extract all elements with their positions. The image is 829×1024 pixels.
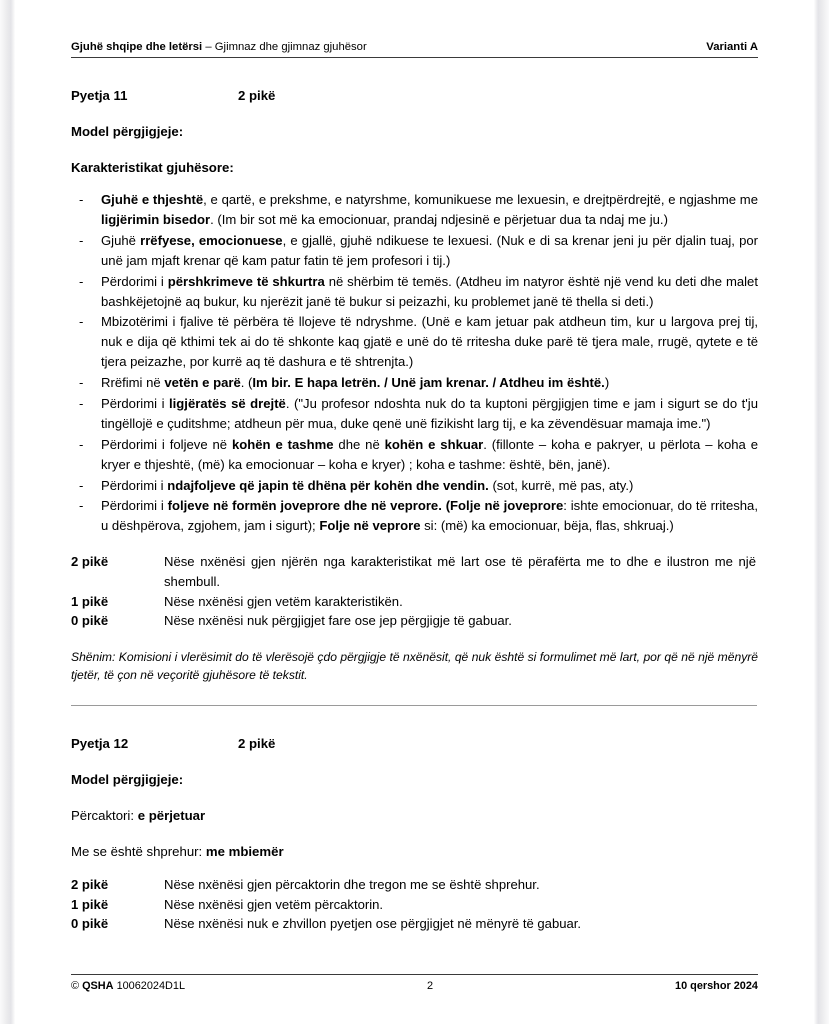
question-11-label: Pyetja 11 (71, 88, 128, 104)
feature-lead: rrëfyese, emocionuese (140, 232, 283, 248)
list-item (71, 231, 758, 271)
feature-lead2: Folje në veprore (319, 518, 421, 534)
question-12-title-row (71, 736, 758, 751)
feature-mid: : ishte emocionuar, do të rritesha, u dëshpërova, zgjohem, jam i sigurt); (101, 498, 758, 534)
rubric-row (71, 592, 758, 612)
answer-value: e përjetuar (137, 808, 206, 824)
question-11-points: 2 pikë (238, 88, 276, 104)
feature-lead2: ligjërimin bisedor (101, 212, 211, 227)
feature-tail: (sot, kurrë, më pas, aty.) (488, 477, 634, 493)
feature-lead: vetën e parë (164, 375, 241, 391)
feature-lead: foljeve në formën joveprore dhe në veprore. (Folje në joveprore (167, 498, 564, 514)
question-12-label: Pyetja 12 (71, 736, 129, 752)
answer-value: me mbiemër (205, 844, 284, 860)
question-block-12 (71, 736, 758, 934)
question-12-rubric (71, 875, 758, 934)
feature-tail: . ("Ju profesor ndoshta nuk do ta kuptoni përgjigjen time e jam i sigurt se do t'ju tingëllojë e çuditshme; atdheun për mua, duke qenë unë fizikisht larg tij, e ka zëvendësuar mamaja ime.") (101, 396, 758, 431)
rubric-description: Nëse nxënësi gjen njërën nga karakteristikat më lart ose të përafërta me to dhe e ilustron me një shembull. (164, 554, 756, 589)
feature-lead: Gjuhë e thjeshtë (101, 192, 204, 208)
list-item (71, 312, 758, 372)
feature-pre: Përdorimi i (101, 498, 168, 514)
running-header (71, 0, 758, 58)
feature-lead: përshkrimeve të shkurtra (167, 273, 325, 289)
feature-tail2: ) (604, 375, 610, 391)
rubric-score: 2 pikë (71, 554, 109, 570)
list-item (71, 435, 758, 475)
list-item (71, 373, 758, 393)
rubric-score: 2 pikë (71, 877, 109, 893)
question-11-title-row (71, 88, 758, 103)
list-item (71, 190, 758, 230)
list-item (71, 476, 758, 496)
question-11-rubric (71, 552, 758, 631)
rubric-description: Nëse nxënësi gjen vetëm karakteristikën. (164, 593, 403, 609)
header-subject: Gjuhë shqipe dhe letërsi (71, 41, 203, 53)
rubric-description: Nëse nxënësi nuk përgjigjet fare ose jep përgjigje të gabuar. (164, 613, 512, 629)
feature-pre: Përdorimi i (101, 396, 170, 412)
rubric-row (71, 895, 758, 915)
answer-label: Përcaktori: (71, 808, 138, 824)
feature-tail: . ( (240, 375, 253, 391)
question-11-section-heading: Karakteristikat gjuhësore: (71, 160, 234, 176)
feature-lead2: Im bir. E hapa letrën. / Unë jam krenar. / Atdheu im është. (252, 375, 605, 391)
footer-page-number: 2 (426, 980, 434, 992)
rubric-score: 1 pikë (71, 593, 109, 609)
question-block-11 (71, 88, 758, 706)
rubric-description: Nëse nxënësi nuk e zhvillon pyetjen ose përgjigjet në mënyrë të gabuar. (164, 916, 582, 932)
feature-plain: Mbizotërimi i fjalive të përbëra të llojeve të ndryshme. (Unë e kam jetuar pak atdheun tim, kur u largova prej tij, nuk e dija që kthimi tek ai do të shkonte kaq gjatë e unë do të rritesha duke parë të tjera male, rrugë, qytete e të tjera peizazhe, por kurrë aq të dashura e të shtrenjta.) (101, 314, 758, 370)
feature-pre: Gjuhë (101, 232, 141, 248)
rubric-row (71, 611, 758, 631)
feature-tail: , e gjallë, gjuhë ndikuese te lexuesi. (Nuk e di sa krenar jeni ju për djalin tuaj, por unë jam mjaft krenar që kam patur fatin të jem profesori i tij.) (101, 232, 759, 268)
rubric-score: 0 pikë (71, 613, 109, 629)
running-footer (71, 974, 758, 992)
question-12-model-heading: Model përgjigjeje: (71, 772, 184, 788)
rubric-score: 1 pikë (71, 896, 109, 912)
header-left (71, 40, 367, 54)
feature-pre: Përdorimi i foljeve në (101, 436, 232, 452)
feature-tail: si: (më) ka emocionuar, bëja, flas, shkruaj.) (420, 518, 674, 534)
feature-lead: kohën e tashme (231, 436, 334, 452)
question-11-note: Shënim: Komisioni i vlerësimit do të vlerësojë çdo përgjigje të nxënësit, që nuk është si formulimet më lart, por që në një mënyrë tjetër, të çon në veçoritë gjuhësore të tekstit. (71, 649, 758, 682)
header-stream: Gjimnaz dhe gjimnaz gjuhësor (214, 41, 367, 53)
header-dash: – (202, 41, 215, 53)
feature-pre: Rrëfimi në (101, 375, 165, 391)
rubric-description: Nëse nxënësi gjen përcaktorin dhe tregon me se është shprehur. (164, 877, 540, 893)
feature-tail: . (fillonte – koha e pakryer, u përlota – koha e kryer e thjeshtë, (më) ka emocionuar – koha e kryer) ; koha e tashme: është, bën, janë). (101, 436, 758, 472)
feature-lead: ndajfoljeve që japin të dhëna për kohën dhe vendin. (167, 477, 489, 493)
feature-tail: në shërbim të temës. (Atdheu im natyror është një vend ku deti dhe malet bashkëjetojnë aq bukur, ku njerëzit janë të bukur si peizazhi, ku problemet janë të thella si deti.) (101, 273, 758, 309)
footer-left (71, 980, 185, 992)
list-item (71, 272, 758, 312)
rubric-row (71, 914, 758, 934)
rubric-row (71, 552, 758, 591)
feature-mid: , e qartë, e prekshme, e natyrshme, komunikuese me lexuesin, e drejtpërdrejtë, e ngjashme me (203, 192, 758, 208)
feature-pre: Përdorimi i (101, 477, 168, 493)
question-11-model-heading: Model përgjigjeje: (71, 124, 184, 140)
list-item (71, 394, 758, 434)
feature-lead: ligjëratës së drejtë (169, 396, 286, 412)
footer-date: 10 qershor 2024 (675, 980, 758, 992)
question-11-feature-list (71, 190, 758, 536)
rubric-description: Nëse nxënësi gjen vetëm përcaktorin. (164, 896, 384, 912)
footer-organization: QSHA (82, 980, 114, 992)
feature-mid: dhe në (333, 436, 385, 452)
rubric-row (71, 875, 758, 895)
question-12-answer-2 (71, 844, 758, 859)
section-divider (71, 705, 757, 706)
copyright-icon: © (71, 980, 80, 992)
feature-tail: . (Im bir sot më ka emocionuar, prandaj ndjesinë e përjetuar dua ta ndaj me ju.) (210, 212, 668, 227)
list-item (71, 496, 758, 536)
answer-label: Me se është shprehur: (71, 844, 206, 860)
question-12-answer-1 (71, 808, 758, 823)
question-12-points: 2 pikë (238, 736, 276, 752)
feature-lead2: kohën e shkuar (384, 436, 484, 452)
header-variant: Varianti A (706, 41, 758, 53)
feature-pre: Përdorimi i (101, 273, 168, 289)
footer-document-code: 10062024D1L (116, 980, 185, 992)
rubric-score: 0 pikë (71, 916, 109, 932)
